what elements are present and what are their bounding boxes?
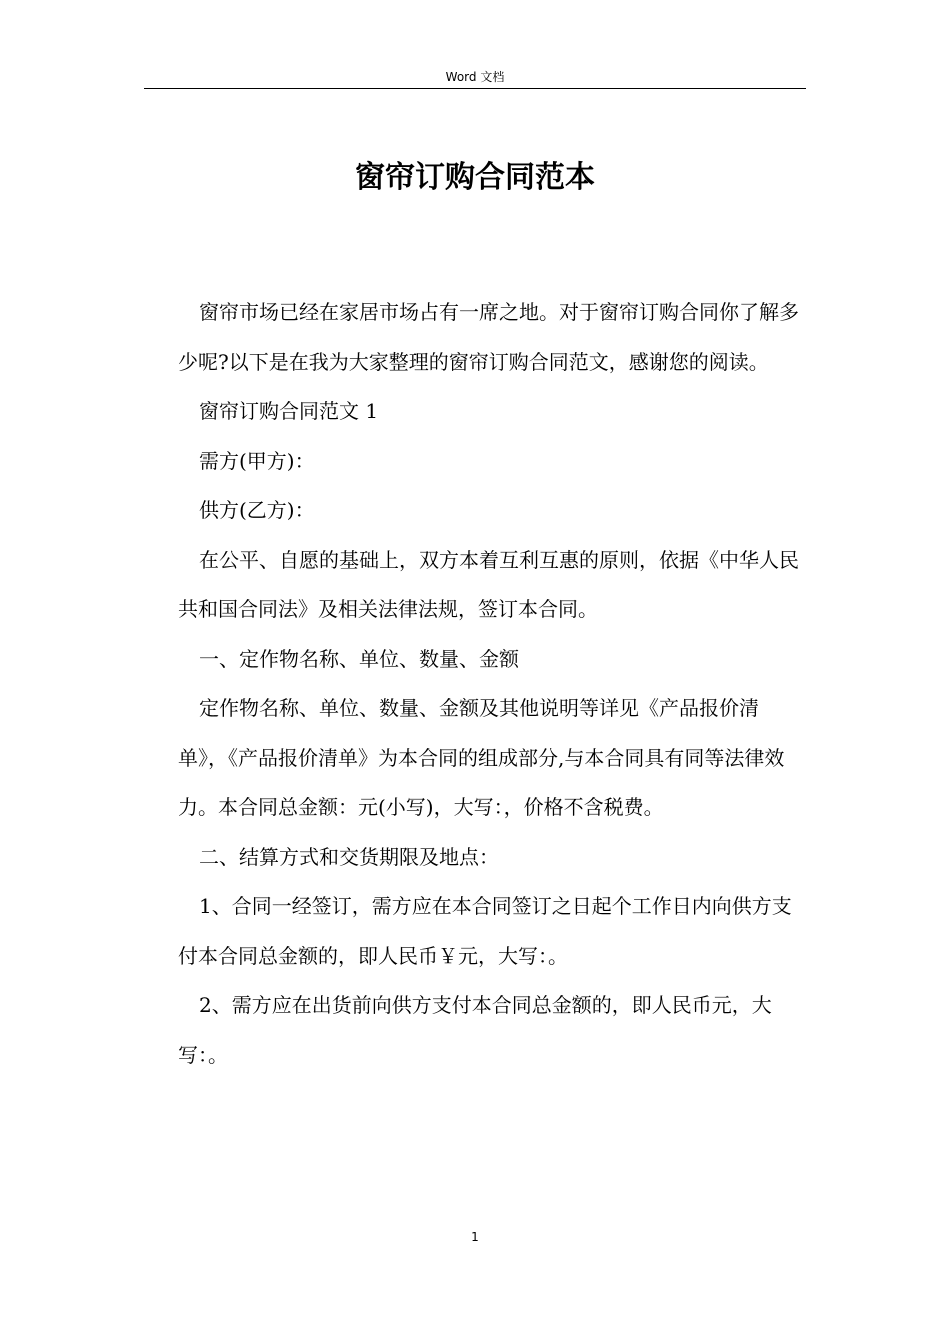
paragraph: 在公平、自愿的基础上，双方本着互利互惠的原则，依据《中华人民共和国合同法》及相关法律法规，签订本合同。 [178,547,799,621]
paragraph: 窗帘市场已经在家居市场占有一席之地。对于窗帘订购合同你了解多少呢?以下是在我为大家整理的窗帘订购合同范文，感谢您的阅读。 [178,300,799,374]
document-body [178,288,804,1080]
paragraph: 供方(乙方)： [199,498,315,522]
paragraph: 2、需方应在出货前向供方支付本合同总金额的，即人民币元，大写：。 [178,993,772,1067]
page-header [144,66,806,89]
paragraph: 1、合同一经签订，需方应在本合同签订之日起个工作日内向供方支付本合同总金额的，即人民币￥元，大写：。 [178,894,792,968]
paragraph: 窗帘订购合同范文 1 [199,399,379,423]
paragraph: 需方(甲方)： [199,448,315,473]
section-heading: 二、结算方式和交货期限及地点： [199,844,499,869]
paragraph: 定作物名称、单位、数量、金额及其他说明等详见《产品报价清单》，《产品报价清单》为本合同的组成部分,与本合同具有同等法律效力。本合同总金额：元(小写)，大写：，价格不含税费。 [178,696,785,819]
header-label: Word 文档 [445,70,505,84]
section-heading: 一、定作物名称、单位、数量、金额 [199,646,519,671]
page-number: 1 [471,1230,479,1244]
document-title: 窗帘订购合同范本 [355,160,595,195]
